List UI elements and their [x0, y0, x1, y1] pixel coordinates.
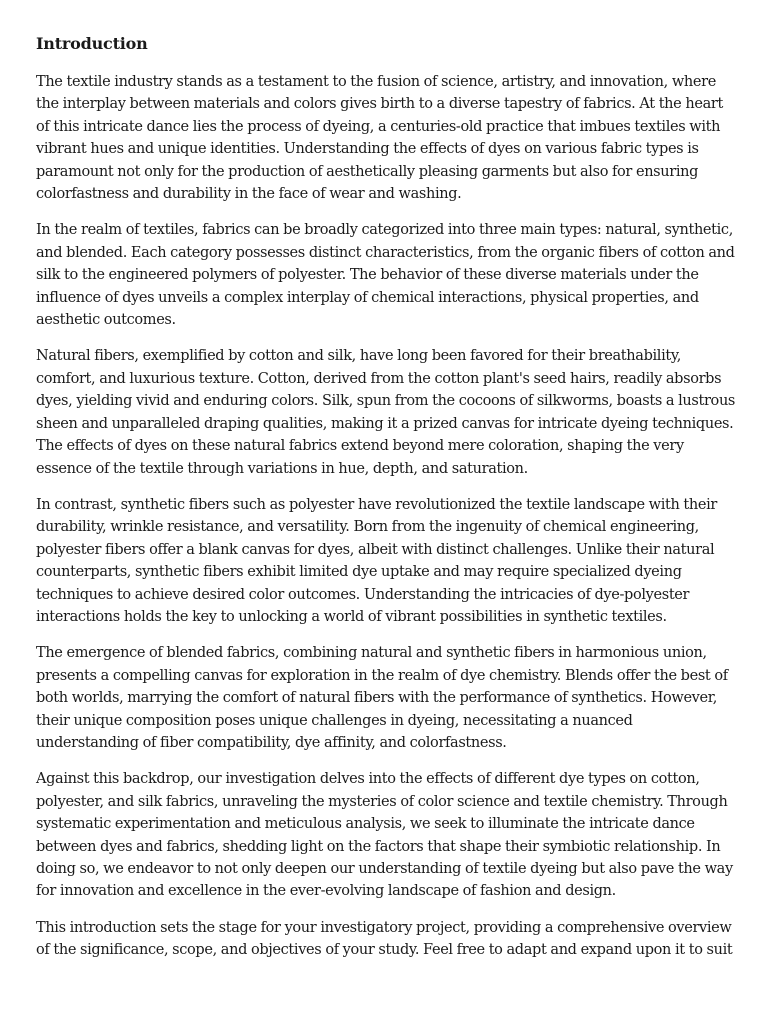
section-heading: Introduction	[36, 34, 148, 53]
paragraph-5: The emergence of blended fabrics, combining natural and synthetic fibers in harmonious union, presents a compelling canvas for exploration in the realm of dye chemistry. Blends offer the best of both worlds, marrying the comfort of natural fibers with the performance of synthetics. However, their unique composition poses unique challenges in dyeing, necessitating a nuanced understanding of fiber compatibility, dye affinity, and colorfastness.	[36, 645, 728, 751]
paragraph-3: Natural fibers, exemplified by cotton and silk, have long been favored for their breathability, comfort, and luxurious texture. Cotton, derived from the cotton plant's seed hairs, readily absorbs dyes, yielding vivid and enduring colors. Silk, spun from the cocoons of silkworms, boasts a lustrous sheen and unparalleled draping qualities, making it a prized canvas for intricate dyeing techniques. The effects of dyes on these natural fabrics extend beyond mere coloration, shaping the very essence of the textile through variations in hue, depth, and saturation.	[36, 348, 736, 477]
document-page	[36, 32, 736, 976]
paragraph-6: Against this backdrop, our investigation delves into the effects of different dye types on cotton, polyester, and silk fabrics, unraveling the mysteries of color science and textile chemistry. Through systematic experimentation and meticulous analysis, we seek to illuminate the intricate dance between dyes and fabrics, shedding light on the factors that shape their symbiotic relationship. In doing so, we endeavor to not only deepen our understanding of textile dyeing but also pave the way for innovation and excellence in the ever-evolving landscape of fashion and design.	[36, 771, 733, 900]
paragraph-7: This introduction sets the stage for your investigatory project, providing a comprehensive overview of the significance, scope, and objectives of your study. Feel free to adapt and expand upon it to suit	[36, 919, 733, 959]
paragraph-1: The textile industry stands as a testament to the fusion of science, artistry, and innovation, where the interplay between materials and colors gives birth to a diverse tapestry of fabrics. At the heart of this intricate dance lies the process of dyeing, a centuries-old practice that imbues textiles with vibrant hues and unique identities. Understanding the effects of dyes on various fabric types is paramount not only for the production of aesthetically pleasing garments but also for ensuring colorfastness and durability in the face of wear and washing.	[36, 74, 723, 203]
paragraph-2: In the realm of textiles, fabrics can be broadly categorized into three main types: natural, synthetic, and blended. Each category possesses distinct characteristics, from the organic fibers of cotton and silk to the engineered polymers of polyester. The behavior of these diverse materials under the influence of dyes unveils a complex interplay of chemical interactions, physical properties, and aesthetic outcomes.	[36, 222, 735, 329]
paragraph-4: In contrast, synthetic fibers such as polyester have revolutionized the textile landscape with their durability, wrinkle resistance, and versatility. Born from the ingenuity of chemical engineering, polyester fibers offer a blank canvas for dyes, albeit with distinct challenges. Unlike their natural counterparts, synthetic fibers exhibit limited dye uptake and may require specialized dyeing techniques to achieve desired color outcomes. Understanding the intricacies of dye-polyester interactions holds the key to unlocking a world of vibrant possibilities in synthetic textiles.	[36, 496, 717, 625]
